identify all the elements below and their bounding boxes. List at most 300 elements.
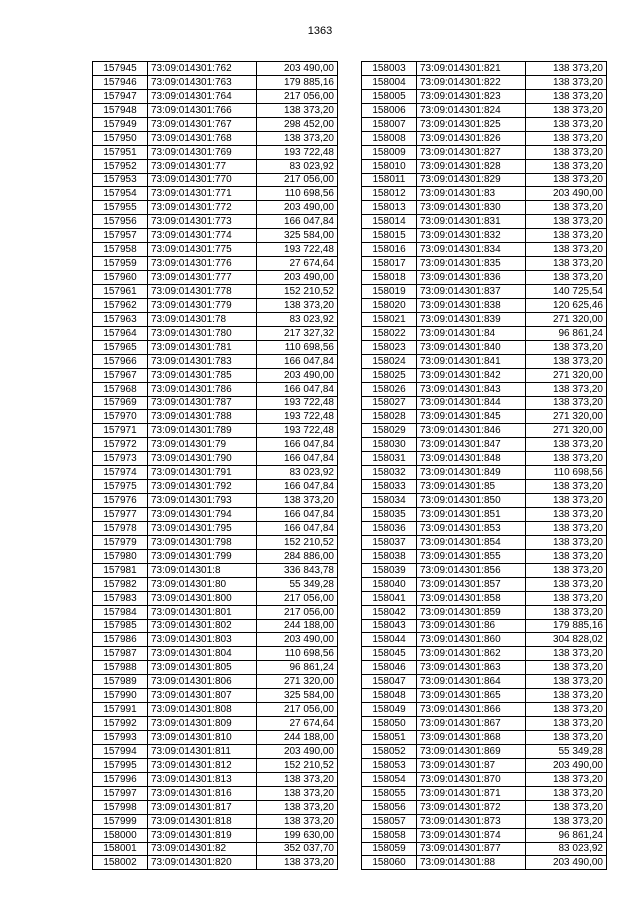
cadastral-number-cell: 73:09:014301:877 — [417, 842, 526, 856]
row-number-cell: 158016 — [362, 243, 417, 257]
cadastral-value-cell: 138 373,20 — [526, 382, 607, 396]
cadastral-number-cell: 73:09:014301:795 — [148, 521, 257, 535]
cadastral-value-cell: 138 373,20 — [526, 354, 607, 368]
cadastral-value-cell: 138 373,20 — [257, 856, 338, 870]
row-number-cell: 157978 — [93, 521, 148, 535]
table-row — [93, 758, 338, 772]
table-row — [93, 480, 338, 494]
table-row — [93, 298, 338, 312]
row-number-cell: 157949 — [93, 117, 148, 131]
row-number-cell: 158020 — [362, 298, 417, 312]
table-row — [362, 257, 607, 271]
cadastral-value-cell: 138 373,20 — [526, 438, 607, 452]
table-row — [362, 521, 607, 535]
row-number-cell: 157958 — [93, 243, 148, 257]
cadastral-number-cell: 73:09:014301:790 — [148, 452, 257, 466]
cadastral-value-cell: 179 885,16 — [257, 75, 338, 89]
cadastral-number-cell: 73:09:014301:791 — [148, 466, 257, 480]
cadastral-number-cell: 73:09:014301:866 — [417, 703, 526, 717]
table-row — [93, 661, 338, 675]
cadastral-value-cell: 138 373,20 — [526, 215, 607, 229]
cadastral-value-cell: 138 373,20 — [526, 201, 607, 215]
cadastral-value-cell: 203 490,00 — [526, 856, 607, 870]
cadastral-number-cell: 73:09:014301:820 — [148, 856, 257, 870]
cadastral-number-cell: 73:09:014301:859 — [417, 605, 526, 619]
row-number-cell: 157963 — [93, 312, 148, 326]
table-row — [93, 75, 338, 89]
row-number-cell: 157968 — [93, 382, 148, 396]
table-row — [362, 605, 607, 619]
cadastral-number-cell: 73:09:014301:762 — [148, 62, 257, 76]
row-number-cell: 157977 — [93, 508, 148, 522]
table-row — [93, 828, 338, 842]
table-row — [93, 633, 338, 647]
cadastral-value-cell: 152 210,52 — [257, 285, 338, 299]
cadastral-number-cell: 73:09:014301:87 — [417, 758, 526, 772]
cadastral-value-cell: 138 373,20 — [526, 521, 607, 535]
table-row — [362, 619, 607, 633]
row-number-cell: 157991 — [93, 703, 148, 717]
table-row — [93, 689, 338, 703]
table-row — [93, 800, 338, 814]
cadastral-number-cell: 73:09:014301:856 — [417, 563, 526, 577]
row-number-cell: 158000 — [93, 828, 148, 842]
row-number-cell: 158038 — [362, 549, 417, 563]
row-number-cell: 157981 — [93, 563, 148, 577]
cadastral-number-cell: 73:09:014301:794 — [148, 508, 257, 522]
cadastral-number-cell: 73:09:014301:83 — [417, 187, 526, 201]
registry-table-right — [361, 61, 607, 870]
row-number-cell: 157990 — [93, 689, 148, 703]
table-row — [362, 800, 607, 814]
cadastral-value-cell: 217 056,00 — [257, 89, 338, 103]
cadastral-value-cell: 138 373,20 — [526, 549, 607, 563]
cadastral-value-cell: 138 373,20 — [526, 89, 607, 103]
cadastral-number-cell: 73:09:014301:864 — [417, 675, 526, 689]
cadastral-number-cell: 73:09:014301:863 — [417, 661, 526, 675]
cadastral-number-cell: 73:09:014301:822 — [417, 75, 526, 89]
cadastral-number-cell: 73:09:014301:788 — [148, 410, 257, 424]
row-number-cell: 158018 — [362, 271, 417, 285]
row-number-cell: 158041 — [362, 591, 417, 605]
row-number-cell: 157971 — [93, 424, 148, 438]
cadastral-value-cell: 138 373,20 — [526, 62, 607, 76]
table-row — [93, 243, 338, 257]
table-row — [93, 62, 338, 76]
cadastral-number-cell: 73:09:014301:767 — [148, 117, 257, 131]
row-number-cell: 158022 — [362, 326, 417, 340]
cadastral-value-cell: 138 373,20 — [526, 173, 607, 187]
row-number-cell: 158013 — [362, 201, 417, 215]
cadastral-value-cell: 203 490,00 — [526, 187, 607, 201]
row-number-cell: 158056 — [362, 800, 417, 814]
cadastral-number-cell: 73:09:014301:805 — [148, 661, 257, 675]
table-row — [93, 145, 338, 159]
row-number-cell: 158002 — [93, 856, 148, 870]
table-row — [93, 731, 338, 745]
cadastral-number-cell: 73:09:014301:773 — [148, 215, 257, 229]
table-row — [93, 744, 338, 758]
row-number-cell: 157995 — [93, 758, 148, 772]
cadastral-number-cell: 73:09:014301:869 — [417, 744, 526, 758]
cadastral-number-cell: 73:09:014301:848 — [417, 452, 526, 466]
cadastral-number-cell: 73:09:014301:88 — [417, 856, 526, 870]
cadastral-value-cell: 138 373,20 — [526, 661, 607, 675]
row-number-cell: 157998 — [93, 800, 148, 814]
row-number-cell: 158044 — [362, 633, 417, 647]
row-number-cell: 158015 — [362, 229, 417, 243]
cadastral-number-cell: 73:09:014301:860 — [417, 633, 526, 647]
table-row — [362, 145, 607, 159]
cadastral-number-cell: 73:09:014301:786 — [148, 382, 257, 396]
cadastral-value-cell: 120 625,46 — [526, 298, 607, 312]
row-number-cell: 158057 — [362, 814, 417, 828]
row-number-cell: 157970 — [93, 410, 148, 424]
cadastral-number-cell: 73:09:014301:862 — [417, 647, 526, 661]
cadastral-number-cell: 73:09:014301:799 — [148, 549, 257, 563]
cadastral-number-cell: 73:09:014301:807 — [148, 689, 257, 703]
table-row — [93, 563, 338, 577]
cadastral-value-cell: 138 373,20 — [526, 786, 607, 800]
cadastral-value-cell: 140 725,54 — [526, 285, 607, 299]
cadastral-number-cell: 73:09:014301:871 — [417, 786, 526, 800]
cadastral-number-cell: 73:09:014301:768 — [148, 131, 257, 145]
cadastral-value-cell: 138 373,20 — [526, 494, 607, 508]
cadastral-value-cell: 166 047,84 — [257, 215, 338, 229]
cadastral-number-cell: 73:09:014301:836 — [417, 271, 526, 285]
cadastral-number-cell: 73:09:014301:810 — [148, 731, 257, 745]
table-row — [362, 201, 607, 215]
row-number-cell: 158039 — [362, 563, 417, 577]
cadastral-value-cell: 166 047,84 — [257, 452, 338, 466]
cadastral-number-cell: 73:09:014301:821 — [417, 62, 526, 76]
table-row — [93, 521, 338, 535]
cadastral-number-cell: 73:09:014301:831 — [417, 215, 526, 229]
row-number-cell: 158060 — [362, 856, 417, 870]
cadastral-value-cell: 193 722,48 — [257, 410, 338, 424]
cadastral-number-cell: 73:09:014301:806 — [148, 675, 257, 689]
table-row — [362, 187, 607, 201]
table-row — [362, 424, 607, 438]
row-number-cell: 157987 — [93, 647, 148, 661]
cadastral-value-cell: 217 056,00 — [257, 591, 338, 605]
row-number-cell: 158028 — [362, 410, 417, 424]
table-row — [362, 647, 607, 661]
cadastral-value-cell: 217 056,00 — [257, 703, 338, 717]
cadastral-value-cell: 138 373,20 — [526, 480, 607, 494]
cadastral-number-cell: 73:09:014301:84 — [417, 326, 526, 340]
table-row — [93, 549, 338, 563]
cadastral-number-cell: 73:09:014301:8 — [148, 563, 257, 577]
table-row — [93, 382, 338, 396]
cadastral-value-cell: 138 373,20 — [526, 131, 607, 145]
cadastral-value-cell: 199 630,00 — [257, 828, 338, 842]
row-number-cell: 158026 — [362, 382, 417, 396]
cadastral-number-cell: 73:09:014301:850 — [417, 494, 526, 508]
table-row — [362, 675, 607, 689]
row-number-cell: 158005 — [362, 89, 417, 103]
cadastral-number-cell: 73:09:014301:827 — [417, 145, 526, 159]
cadastral-value-cell: 166 047,84 — [257, 480, 338, 494]
cadastral-number-cell: 73:09:014301:837 — [417, 285, 526, 299]
row-number-cell: 157979 — [93, 535, 148, 549]
table-row — [93, 703, 338, 717]
row-number-cell: 158010 — [362, 159, 417, 173]
table-row — [93, 117, 338, 131]
cadastral-value-cell: 138 373,20 — [526, 340, 607, 354]
row-number-cell: 157952 — [93, 159, 148, 173]
cadastral-number-cell: 73:09:014301:840 — [417, 340, 526, 354]
cadastral-value-cell: 138 373,20 — [526, 243, 607, 257]
table-row — [362, 229, 607, 243]
cadastral-value-cell: 110 698,56 — [526, 466, 607, 480]
table-row — [362, 410, 607, 424]
cadastral-value-cell: 193 722,48 — [257, 243, 338, 257]
cadastral-number-cell: 73:09:014301:834 — [417, 243, 526, 257]
table-row — [362, 159, 607, 173]
row-number-cell: 158053 — [362, 758, 417, 772]
table-row — [362, 452, 607, 466]
cadastral-number-cell: 73:09:014301:798 — [148, 535, 257, 549]
row-number-cell: 157983 — [93, 591, 148, 605]
cadastral-number-cell: 73:09:014301:825 — [417, 117, 526, 131]
cadastral-value-cell: 138 373,20 — [526, 717, 607, 731]
cadastral-number-cell: 73:09:014301:873 — [417, 814, 526, 828]
table-row — [93, 717, 338, 731]
table-row — [93, 647, 338, 661]
cadastral-value-cell: 271 320,00 — [526, 312, 607, 326]
cadastral-value-cell: 110 698,56 — [257, 340, 338, 354]
table-row — [362, 285, 607, 299]
cadastral-number-cell: 73:09:014301:865 — [417, 689, 526, 703]
cadastral-value-cell: 138 373,20 — [526, 647, 607, 661]
cadastral-value-cell: 244 188,00 — [257, 731, 338, 745]
cadastral-value-cell: 138 373,20 — [257, 800, 338, 814]
table-row — [93, 173, 338, 187]
row-number-cell: 157996 — [93, 772, 148, 786]
cadastral-value-cell: 284 886,00 — [257, 549, 338, 563]
table-row — [93, 159, 338, 173]
cadastral-value-cell: 96 861,24 — [526, 828, 607, 842]
table-row — [362, 772, 607, 786]
cadastral-value-cell: 83 023,92 — [526, 842, 607, 856]
cadastral-number-cell: 73:09:014301:772 — [148, 201, 257, 215]
cadastral-number-cell: 73:09:014301:775 — [148, 243, 257, 257]
table-row — [93, 312, 338, 326]
cadastral-number-cell: 73:09:014301:82 — [148, 842, 257, 856]
cadastral-value-cell: 138 373,20 — [526, 689, 607, 703]
cadastral-number-cell: 73:09:014301:783 — [148, 354, 257, 368]
cadastral-value-cell: 203 490,00 — [526, 758, 607, 772]
row-number-cell: 158040 — [362, 577, 417, 591]
cadastral-value-cell: 217 327,32 — [257, 326, 338, 340]
table-row — [93, 424, 338, 438]
table-row — [93, 452, 338, 466]
row-number-cell: 158021 — [362, 312, 417, 326]
row-number-cell: 157986 — [93, 633, 148, 647]
cadastral-number-cell: 73:09:014301:823 — [417, 89, 526, 103]
row-number-cell: 158054 — [362, 772, 417, 786]
cadastral-number-cell: 73:09:014301:804 — [148, 647, 257, 661]
table-row — [362, 396, 607, 410]
table-row — [93, 466, 338, 480]
row-number-cell: 157945 — [93, 62, 148, 76]
row-number-cell: 157951 — [93, 145, 148, 159]
table-row — [362, 703, 607, 717]
cadastral-number-cell: 73:09:014301:819 — [148, 828, 257, 842]
row-number-cell: 157959 — [93, 257, 148, 271]
table-row — [93, 438, 338, 452]
cadastral-number-cell: 73:09:014301:776 — [148, 257, 257, 271]
cadastral-number-cell: 73:09:014301:841 — [417, 354, 526, 368]
row-number-cell: 158037 — [362, 535, 417, 549]
table-row — [362, 577, 607, 591]
cadastral-number-cell: 73:09:014301:780 — [148, 326, 257, 340]
cadastral-value-cell: 138 373,20 — [257, 786, 338, 800]
row-number-cell: 157969 — [93, 396, 148, 410]
table-row — [362, 786, 607, 800]
cadastral-number-cell: 73:09:014301:769 — [148, 145, 257, 159]
row-number-cell: 158025 — [362, 368, 417, 382]
row-number-cell: 158047 — [362, 675, 417, 689]
cadastral-number-cell: 73:09:014301:771 — [148, 187, 257, 201]
table-row — [362, 633, 607, 647]
cadastral-number-cell: 73:09:014301:78 — [148, 312, 257, 326]
row-number-cell: 158007 — [362, 117, 417, 131]
cadastral-value-cell: 152 210,52 — [257, 535, 338, 549]
cadastral-number-cell: 73:09:014301:817 — [148, 800, 257, 814]
row-number-cell: 158030 — [362, 438, 417, 452]
table-row — [362, 494, 607, 508]
table-row — [93, 410, 338, 424]
cadastral-value-cell: 271 320,00 — [526, 424, 607, 438]
cadastral-number-cell: 73:09:014301:789 — [148, 424, 257, 438]
table-row — [362, 438, 607, 452]
cadastral-number-cell: 73:09:014301:800 — [148, 591, 257, 605]
row-number-cell: 158001 — [93, 842, 148, 856]
row-number-cell: 157992 — [93, 717, 148, 731]
cadastral-value-cell: 96 861,24 — [526, 326, 607, 340]
cadastral-number-cell: 73:09:014301:835 — [417, 257, 526, 271]
row-number-cell: 157966 — [93, 354, 148, 368]
row-number-cell: 158050 — [362, 717, 417, 731]
table-row — [362, 354, 607, 368]
row-number-cell: 157975 — [93, 480, 148, 494]
table-row — [362, 814, 607, 828]
cadastral-value-cell: 203 490,00 — [257, 744, 338, 758]
cadastral-number-cell: 73:09:014301:86 — [417, 619, 526, 633]
row-number-cell: 158031 — [362, 452, 417, 466]
table-row — [362, 62, 607, 76]
table-row — [93, 856, 338, 870]
cadastral-value-cell: 55 349,28 — [526, 744, 607, 758]
cadastral-number-cell: 73:09:014301:839 — [417, 312, 526, 326]
table-row — [93, 215, 338, 229]
cadastral-value-cell: 193 722,48 — [257, 424, 338, 438]
table-row — [93, 285, 338, 299]
table-row — [362, 215, 607, 229]
cadastral-value-cell: 352 037,70 — [257, 842, 338, 856]
cadastral-value-cell: 138 373,20 — [526, 605, 607, 619]
cadastral-number-cell: 73:09:014301:832 — [417, 229, 526, 243]
cadastral-value-cell: 138 373,20 — [526, 675, 607, 689]
table-row — [362, 368, 607, 382]
row-number-cell: 158023 — [362, 340, 417, 354]
table-row — [362, 731, 607, 745]
cadastral-number-cell: 73:09:014301:781 — [148, 340, 257, 354]
cadastral-value-cell: 138 373,20 — [526, 563, 607, 577]
cadastral-value-cell: 138 373,20 — [526, 396, 607, 410]
row-number-cell: 158027 — [362, 396, 417, 410]
cadastral-number-cell: 73:09:014301:853 — [417, 521, 526, 535]
cadastral-value-cell: 138 373,20 — [526, 535, 607, 549]
table-row — [93, 354, 338, 368]
row-number-cell: 158052 — [362, 744, 417, 758]
row-number-cell: 158014 — [362, 215, 417, 229]
table-row — [362, 340, 607, 354]
cadastral-number-cell: 73:09:014301:857 — [417, 577, 526, 591]
cadastral-value-cell: 138 373,20 — [526, 103, 607, 117]
cadastral-number-cell: 73:09:014301:85 — [417, 480, 526, 494]
row-number-cell: 157989 — [93, 675, 148, 689]
cadastral-value-cell: 166 047,84 — [257, 521, 338, 535]
table-row — [93, 814, 338, 828]
table-row — [93, 257, 338, 271]
table-row — [362, 466, 607, 480]
row-number-cell: 157980 — [93, 549, 148, 563]
table-row — [362, 173, 607, 187]
cadastral-value-cell: 203 490,00 — [257, 62, 338, 76]
row-number-cell: 157954 — [93, 187, 148, 201]
cadastral-number-cell: 73:09:014301:80 — [148, 577, 257, 591]
cadastral-number-cell: 73:09:014301:774 — [148, 229, 257, 243]
cadastral-number-cell: 73:09:014301:849 — [417, 466, 526, 480]
row-number-cell: 158003 — [362, 62, 417, 76]
row-number-cell: 157956 — [93, 215, 148, 229]
table-row — [362, 103, 607, 117]
row-number-cell: 157960 — [93, 271, 148, 285]
row-number-cell: 158008 — [362, 131, 417, 145]
row-number-cell: 158051 — [362, 731, 417, 745]
row-number-cell: 157988 — [93, 661, 148, 675]
row-number-cell: 157948 — [93, 103, 148, 117]
cadastral-value-cell: 138 373,20 — [526, 772, 607, 786]
row-number-cell: 157974 — [93, 466, 148, 480]
row-number-cell: 157967 — [93, 368, 148, 382]
cadastral-value-cell: 138 373,20 — [526, 145, 607, 159]
cadastral-number-cell: 73:09:014301:874 — [417, 828, 526, 842]
cadastral-value-cell: 179 885,16 — [526, 619, 607, 633]
table-row — [93, 187, 338, 201]
cadastral-value-cell: 152 210,52 — [257, 758, 338, 772]
cadastral-number-cell: 73:09:014301:813 — [148, 772, 257, 786]
cadastral-number-cell: 73:09:014301:867 — [417, 717, 526, 731]
row-number-cell: 158059 — [362, 842, 417, 856]
cadastral-number-cell: 73:09:014301:802 — [148, 619, 257, 633]
cadastral-number-cell: 73:09:014301:872 — [417, 800, 526, 814]
table-row — [93, 842, 338, 856]
page-number: 1363 — [307, 25, 333, 37]
row-number-cell: 157961 — [93, 285, 148, 299]
cadastral-value-cell: 110 698,56 — [257, 187, 338, 201]
cadastral-value-cell: 83 023,92 — [257, 159, 338, 173]
cadastral-number-cell: 73:09:014301:77 — [148, 159, 257, 173]
row-number-cell: 157993 — [93, 731, 148, 745]
row-number-cell: 157994 — [93, 744, 148, 758]
cadastral-value-cell: 138 373,20 — [257, 298, 338, 312]
cadastral-number-cell: 73:09:014301:770 — [148, 173, 257, 187]
cadastral-number-cell: 73:09:014301:828 — [417, 159, 526, 173]
